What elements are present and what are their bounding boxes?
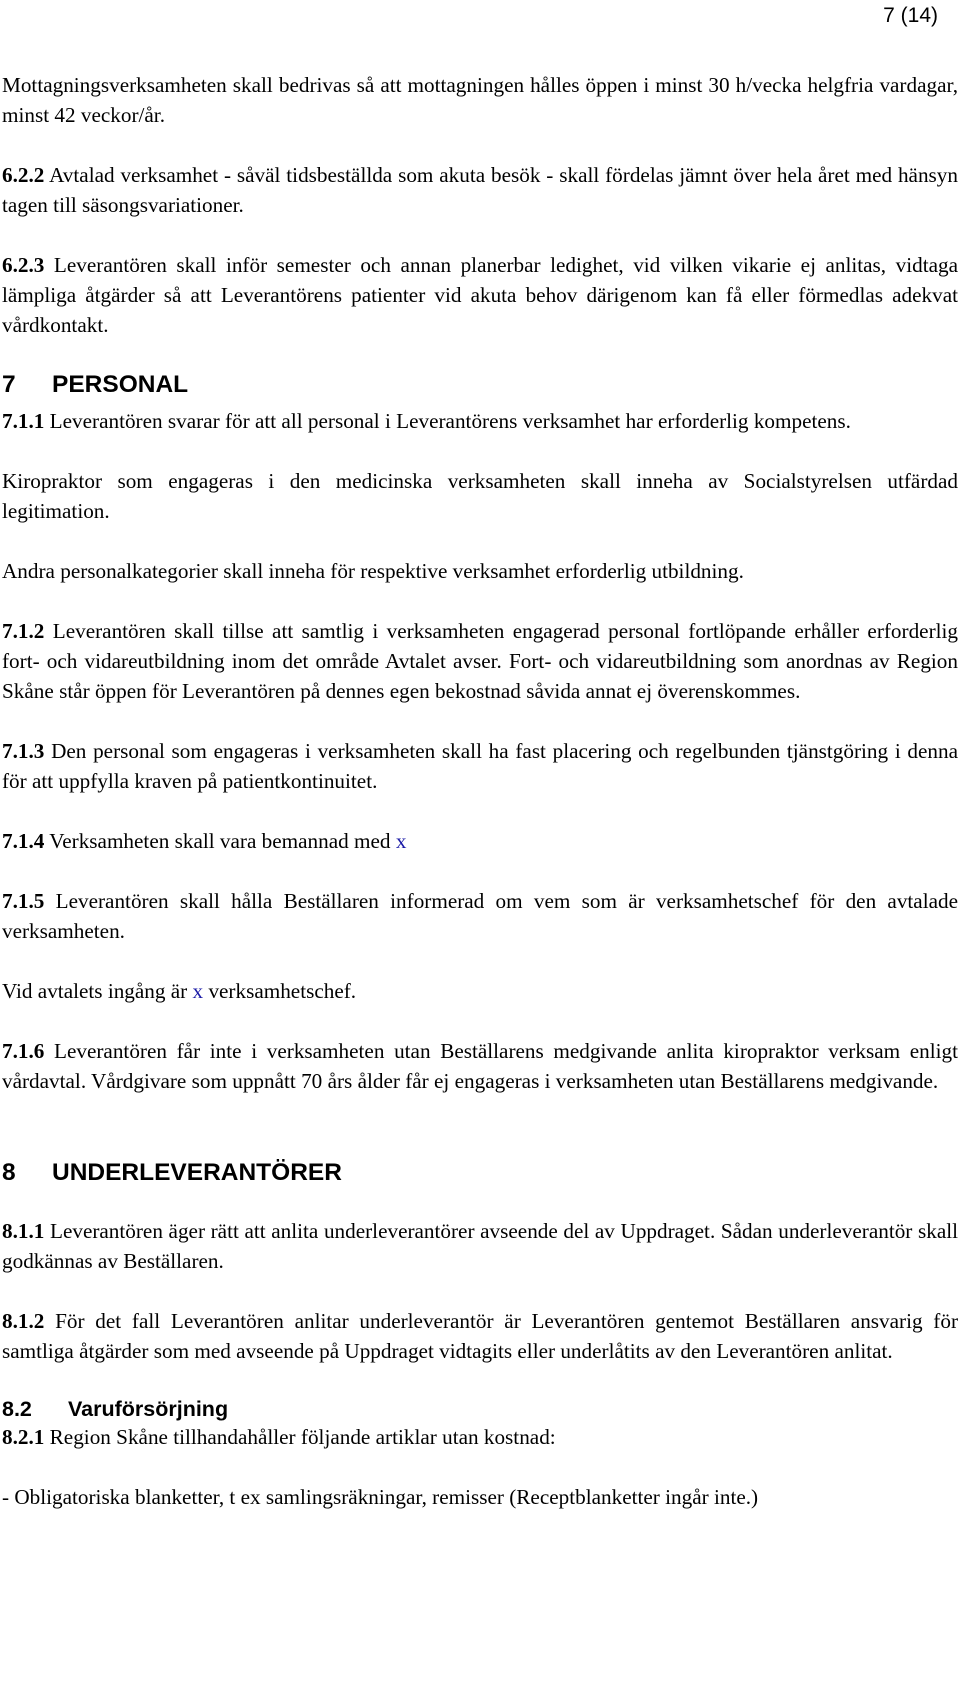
paragraph-intro: Mottagningsverksamheten skall bedrivas så att mottagningen hålles öppen i minst 30 h/vecka helgfria vardagar, minst 42 veckor/år. — [2, 73, 958, 127]
clause-number: 7.1.1 — [2, 409, 45, 433]
clause-6-2-2 — [2, 160, 958, 220]
placeholder-variable: x — [192, 979, 204, 1003]
clause-8-1-2 — [2, 1306, 958, 1366]
clause-6-2-3 — [2, 250, 958, 340]
section-number: 8 — [2, 1159, 16, 1186]
clause-number: 7.1.3 — [2, 739, 45, 763]
clause-text: För det fall Leverantören anlitar underleverantör är Leverantören gentemot Beställaren ansvarig för samtliga åtgärder som med avseende på Uppdraget vidtagits eller underlåtits av den Leverantören anlitat. — [2, 1309, 959, 1363]
clause-7-1-3 — [2, 736, 958, 796]
section-title: PERSONAL — [52, 371, 189, 398]
clause-text: Leverantören skall hålla Beställaren informerad om vem som är verksamhetschef för den avtalade verksamheten. — [2, 889, 959, 943]
paragraph-andra-personalkategorier: Andra personalkategorier skall inneha för respektive verksamhet erforderlig utbildning. — [2, 559, 744, 583]
paragraph-kiropraktor-legitimation: Kiropraktor som engageras i den medicinska verksamheten skall inneha av Socialstyrelsen utfärdad legitimation. — [2, 469, 958, 523]
section-heading-7 — [2, 370, 958, 400]
clause-text: Den personal som engageras i verksamheten skall ha fast placering och regelbunden tjänstgöring i denna för att uppfylla kraven på patientkontinuitet. — [2, 739, 958, 793]
clause-number: 7.1.2 — [2, 619, 45, 643]
section-number: 7 — [2, 371, 16, 398]
paragraph-verksamhetschef — [2, 976, 958, 1006]
page-number: 7 (14) — [883, 4, 938, 27]
clause-7-1-4 — [2, 826, 958, 856]
subsection-title: Varuförsörjning — [68, 1397, 229, 1421]
clause-number: 6.2.3 — [2, 253, 45, 277]
clause-8-1-1 — [2, 1216, 958, 1276]
clause-7-1-2 — [2, 616, 958, 706]
list-item: - Obligatoriska blanketter, t ex samlingsräkningar, remisser (Receptblanketter ingår inte.) — [2, 1485, 759, 1509]
clause-number: 8.2.1 — [2, 1425, 45, 1449]
clause-text: Leverantören svarar för att all personal i Leverantörens verksamhet har erforderlig kompetens. — [49, 409, 851, 433]
subsection-number: 8.2 — [2, 1397, 32, 1421]
section-title: UNDERLEVERANTÖRER — [52, 1159, 342, 1186]
clause-text: Leverantören skall tillse att samtlig i verksamheten engagerad personal fortlöpande erhåller erforderlig fort- och vidareutbildning inom det område Avtalet avser. Fort- och vidareutbildning som anordnas av Region Skåne står öppen för Leverantören på dennes egen bekostnad såvida annat ej överenskommes. — [2, 619, 958, 703]
clause-number: 7.1.5 — [2, 889, 45, 913]
subsection-heading-8-2 — [2, 1396, 958, 1422]
clause-number: 6.2.2 — [2, 163, 45, 187]
clause-text: Leverantören skall inför semester och annan planerbar ledighet, vid vilken vikarie ej anlitas, vidtaga lämpliga åtgärder så att Leverantörens patienter vid akuta behov därigenom kan få eller förmedlas adekvat vårdkontakt. — [2, 253, 959, 337]
clause-number: 8.1.1 — [2, 1219, 45, 1243]
clause-text: Region Skåne tillhandahåller följande artiklar utan kostnad: — [49, 1425, 556, 1449]
text-before: Vid avtalets ingång är — [2, 979, 188, 1003]
clause-text: Avtalad verksamhet - såväl tidsbeställda som akuta besök - skall fördelas jämnt över hela året med hänsyn tagen till säsongsvariationer. — [2, 163, 958, 217]
section-heading-8 — [2, 1158, 958, 1188]
document-body — [2, 70, 958, 1512]
clause-7-1-6 — [2, 1036, 958, 1096]
clause-number: 7.1.6 — [2, 1039, 45, 1063]
text-after: verksamhetschef. — [208, 979, 357, 1003]
clause-number: 7.1.4 — [2, 829, 45, 853]
placeholder-variable: x — [395, 829, 407, 853]
clause-number: 8.1.2 — [2, 1309, 45, 1333]
clause-7-1-5 — [2, 886, 958, 946]
clause-text: Leverantören får inte i verksamheten utan Beställarens medgivande anlita kiropraktor verksam enligt vårdavtal. Vårdgivare som uppnått 70 års ålder får ej engageras i verksamheten utan Beställarens medgivande. — [2, 1039, 958, 1093]
clause-text: Verksamheten skall vara bemannad med — [49, 829, 391, 853]
clause-text: Leverantören äger rätt att anlita underleverantörer avseende del av Uppdraget. Sådan underleverantör skall godkännas av Beställaren. — [2, 1219, 958, 1273]
clause-7-1-1 — [2, 406, 958, 436]
clause-8-2-1 — [2, 1422, 958, 1452]
